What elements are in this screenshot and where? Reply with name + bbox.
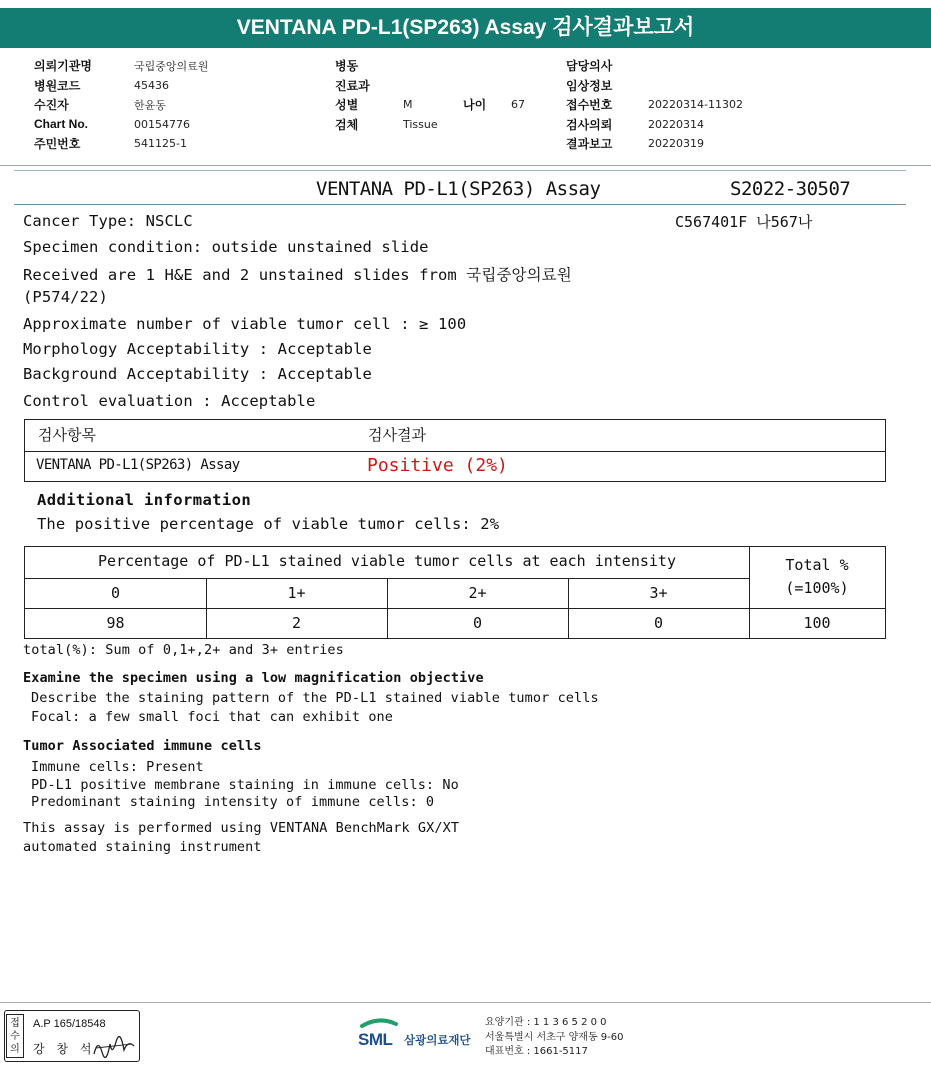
org-info-line: 대표번호 : 1661-5117: [485, 1046, 588, 1057]
field-label: 나이: [463, 98, 487, 113]
total-note: total(%): Sum of 0,1+,2+ and 3+ entries: [23, 642, 344, 658]
organization-name: 삼광의료재단: [404, 1033, 471, 1047]
intensity-level: 3+: [649, 584, 668, 602]
signature-tag: 접수의: [6, 1014, 24, 1058]
additional-info-title: Additional information: [37, 491, 252, 509]
immune-line: Predominant staining intensity of immune cells: 0: [31, 794, 435, 810]
intensity-value: 2: [291, 614, 302, 632]
table-divider: [25, 608, 885, 609]
immune-line: PD-L1 positive membrane staining in immune cells: No: [31, 777, 459, 793]
code-reference: C567401F 나567나: [675, 213, 813, 231]
cancer-type: Cancer Type: NSCLC: [23, 212, 193, 230]
report-header-title: VENTANA PD-L1(SP263) Assay 검사결과보고서: [0, 8, 931, 48]
closing-line: This assay is performed using VENTANA BenchMark GX/XT: [23, 820, 460, 836]
field-label: 임상정보: [566, 78, 613, 93]
total-header-sub: (=100%): [785, 579, 849, 597]
field-label: 접수번호: [566, 98, 613, 113]
total-value: 100: [803, 614, 831, 632]
field-label: 병동: [335, 59, 359, 74]
signature-icon: [92, 1034, 136, 1058]
patient-info-col-3: [566, 56, 743, 154]
field-label: 성별: [335, 98, 359, 113]
closing-line: automated staining instrument: [23, 839, 262, 855]
result-item: VENTANA PD-L1(SP263) Assay: [36, 457, 240, 473]
org-info-line: 요양기관 : 1 1 3 6 5 2 0 0: [485, 1017, 607, 1028]
field-value: 국립중앙의료원: [134, 59, 209, 73]
intensity-level: 1+: [287, 584, 306, 602]
field-label: 담당의사: [566, 59, 613, 74]
org-info-line: 서울특별시 서초구 양재동 9-60: [485, 1031, 624, 1043]
field-value: 67: [511, 98, 525, 112]
field-value: 20220314-11302: [648, 98, 743, 112]
table-divider: [25, 451, 885, 452]
intensity-level: 0: [110, 584, 121, 602]
intensity-table: [24, 546, 886, 639]
field-value: 20220314: [648, 117, 704, 131]
morphology-acceptability: Morphology Acceptability : Acceptable: [23, 340, 372, 358]
field-value: 45436: [134, 78, 169, 92]
intensity-caption: Percentage of PD-L1 stained viable tumor cells at each intensity: [98, 552, 676, 570]
patient-info-col-1: [34, 56, 208, 154]
intensity-level: 2+: [468, 584, 487, 602]
intensity-value: 0: [472, 614, 483, 632]
field-value: Tissue: [403, 117, 438, 131]
assay-title: VENTANA PD-L1(SP263) Assay: [316, 178, 601, 200]
background-acceptability: Background Acceptability : Acceptable: [23, 365, 372, 383]
viable-tumor-cells: Approximate number of viable tumor cell : ≥ 100: [23, 315, 467, 333]
intensity-value: 98: [106, 614, 125, 632]
low-mag-line: Describe the staining pattern of the PD-L1 stained viable tumor cells: [31, 690, 599, 706]
sml-logo-text: SML: [358, 1030, 393, 1049]
field-label: 병원코드: [34, 78, 81, 93]
organization-info: [485, 1016, 624, 1060]
intensity-value: 0: [653, 614, 664, 632]
field-label: 결과보고: [566, 137, 613, 152]
field-value: M: [403, 98, 413, 112]
field-label: 검체: [335, 117, 359, 132]
field-label: 주민번호: [34, 137, 81, 152]
low-mag-line: Focal: a few small foci that can exhibit one: [31, 709, 394, 725]
field-value: 한윤동: [134, 98, 166, 112]
additional-info-text: The positive percentage of viable tumor cells: 2%: [37, 515, 500, 533]
immune-line: Immune cells: Present: [31, 759, 204, 775]
received-slides: Received are 1 H&E and 2 unstained slides from 국립중앙의료원: [23, 266, 572, 284]
result-header-item: 검사항목: [38, 426, 96, 444]
total-header: Total %: [785, 556, 849, 574]
report-id: S2022-30507: [730, 178, 851, 200]
field-label: 의뢰기관명: [34, 59, 92, 74]
field-value: 00154776: [134, 117, 190, 131]
divider: [14, 170, 906, 171]
low-mag-title: Examine the specimen using a low magnification objective: [23, 670, 484, 686]
control-evaluation: Control evaluation : Acceptable: [23, 392, 316, 410]
specimen-number: (P574/22): [23, 288, 108, 306]
field-label: 진료과: [335, 78, 370, 93]
immune-title: Tumor Associated immune cells: [23, 738, 262, 754]
pathologist-name: 강 창 석: [33, 1042, 96, 1056]
footer-divider: [0, 1002, 931, 1003]
patient-info-section: [0, 48, 931, 166]
pathologist-license: A.P 165/18548: [33, 1018, 106, 1030]
field-label: 검사의뢰: [566, 117, 613, 132]
patient-info-col-2: [335, 56, 525, 134]
result-header-result: 검사결과: [368, 426, 426, 444]
specimen-condition: Specimen condition: outside unstained slide: [23, 238, 429, 256]
field-value: 20220319: [648, 137, 704, 151]
field-label: Chart No.: [34, 117, 88, 132]
divider: [14, 204, 906, 205]
field-value: 541125-1: [134, 137, 187, 151]
result-table: [24, 419, 886, 482]
field-label: 수진자: [34, 98, 69, 113]
result-value: Positive (2%): [367, 455, 508, 476]
